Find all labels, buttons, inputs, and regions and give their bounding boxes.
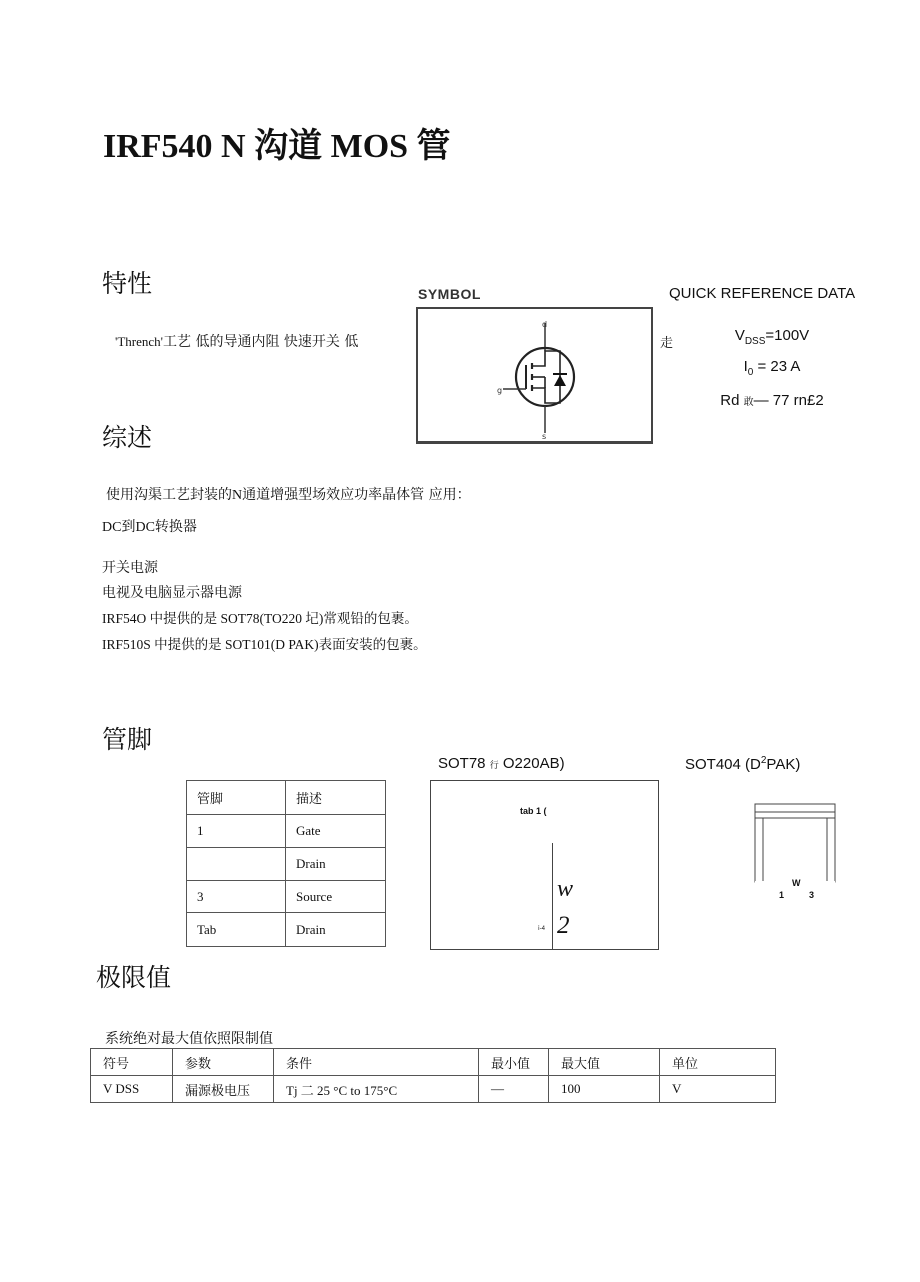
app1-dc: DC [102,520,122,535]
package-b-name: SOT404 (D [685,756,761,773]
id-value: = 23 A [753,358,801,375]
features-text [115,331,358,351]
id-subscript: 0 [747,367,754,378]
table-cell: Drain [286,913,386,947]
section-heading-limits: 极限值 [96,963,172,992]
table-header-cell: 描述 [286,781,386,815]
quick-ref-vdss [697,327,847,347]
table-row [91,1076,776,1103]
table-header-row [91,1049,776,1076]
package-b-type: PAK) [766,756,801,773]
quick-ref-rds [697,392,847,409]
table-row [187,913,386,947]
pin-d-label: d [542,320,548,329]
rds-symbol: Rd [720,392,744,409]
table-cell: — [479,1076,549,1103]
pin-s-label: s [542,432,547,441]
table-cell: Source [286,881,386,913]
table-header-cell: 参数 [173,1049,274,1076]
table-header-cell: 条件 [274,1049,479,1076]
id-symbol: I [743,358,748,375]
section-heading-features: 特性 [102,269,153,298]
package-note: IRF510S 中提供的是 SOT101(D PAK)表面安装的包裹。 [102,637,427,652]
limits-caption: 系统绝对最大值依照限制值 [105,1031,273,1047]
table-cell: Drain [286,848,386,881]
table-cell: 100 [549,1076,660,1103]
table-cell: 1 [187,815,286,848]
package-a-w-label: w [557,876,574,902]
table-row [187,815,386,848]
symbol-label: SYMBOL [418,286,481,302]
package-b-pin-1-label: 1 [779,890,785,900]
table-cell: Tj 二 25 °C to 175°C [274,1076,479,1103]
table-header-cell: 最大值 [549,1049,660,1076]
features-quoted-term: 'Thrench' [115,334,163,349]
package-b-w-label: W [792,878,801,888]
package-a-type: O220AB) [498,755,565,772]
app1-dc2: DC [135,520,155,535]
package-a-label [438,755,565,772]
package-b-superscript: 2 [760,755,767,766]
table-cell [187,848,286,881]
overview-description [106,484,471,504]
package-a-pin-2-label: 2 [557,912,570,939]
application-item [102,516,197,536]
vdss-symbol: V [734,327,745,344]
overview-desc-part1: 使用沟渠工艺封装的 [106,487,232,503]
table-header-cell: 符号 [91,1049,173,1076]
table-row [187,848,386,881]
table-cell: V DSS [91,1076,173,1103]
tab-label: tab 1 ( [520,806,547,816]
overview-desc-n: N [232,488,243,503]
app1-to: 到 [121,519,136,535]
table-header-cell: 最小值 [479,1049,549,1076]
quick-reference-title: QUICK REFERENCE DATA [669,285,856,302]
section-heading-pins: 管脚 [102,725,153,754]
pin-g-label: g [497,386,503,395]
package-a-name: SOT78 [438,755,490,772]
vdss-value: =100V [765,327,810,344]
package-a-divider [552,843,553,949]
app1-converter: 转换器 [154,519,197,535]
package-b-label [685,755,800,773]
package-a-small-char: 行 [489,760,499,770]
mosfet-symbol-box [416,307,653,444]
package-note: IRF54O 中提供的是 SOT78(TO220 圮)常观铅的包裹。 [102,611,418,626]
limits-table [90,1048,776,1103]
table-header-cell: 管脚 [187,781,286,815]
table-header-row [187,781,386,815]
features-cut-char: 走 [660,336,674,351]
document-title: IRF540 N 沟道 MOS 管 [103,128,451,165]
mosfet-symbol-diagram [418,309,651,441]
table-header-cell: 单位 [660,1049,776,1076]
rds-value: — 77 rn£2 [753,392,824,409]
table-cell: 漏源极电压 [173,1076,274,1103]
application-item: 电视及电脑显示器电源 [102,585,242,601]
vdss-subscript: DSS [744,336,766,347]
section-heading-overview: 综述 [102,423,153,452]
package-b-pin-3-label: 3 [809,890,815,900]
pin-table [186,780,386,947]
application-item: 开关电源 [102,560,158,576]
table-row [187,881,386,913]
package-b-drawing [752,802,838,884]
overview-desc-part2: 通道增强型场效应功率晶体管 应用： [242,487,471,503]
features-description: 工艺 低的导通内阻 快速开关 低 [163,334,359,350]
table-cell: Tab [187,913,286,947]
package-a-small-label: ⅰ-4 [538,926,546,932]
quick-ref-id [697,358,847,378]
table-cell: V [660,1076,776,1103]
table-cell: Gate [286,815,386,848]
table-cell: 3 [187,881,286,913]
rds-subscript: 敢 [743,397,754,408]
